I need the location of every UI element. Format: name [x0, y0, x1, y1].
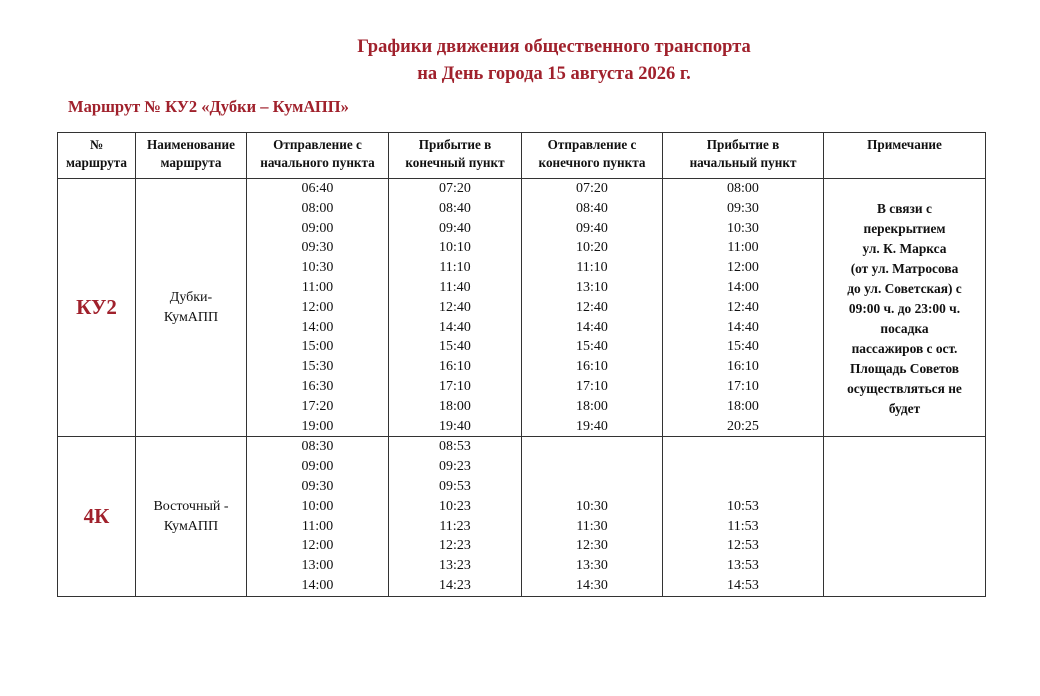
time-cell: 12:40 [727, 299, 759, 315]
time-cell: 10:00 [301, 498, 334, 514]
time-cell: 14:40 [439, 319, 471, 335]
time-cell: 14:00 [727, 279, 759, 295]
time-cell [522, 437, 662, 457]
times-arr-end [389, 437, 522, 596]
title-line-2: на День города 15 августа 2026 г. [417, 64, 691, 84]
time-cell: 13:30 [576, 558, 608, 574]
time-cell: 10:30 [727, 220, 759, 236]
time-cell: 08:30 [301, 439, 334, 455]
time-cell: 12:00 [301, 538, 334, 554]
time-cell [522, 457, 662, 477]
note-line: пассажиров с ост. [851, 341, 958, 356]
time-cell: 19:00 [301, 418, 334, 434]
time-cell: 11:00 [727, 240, 759, 256]
col-departure-end-header [522, 133, 663, 179]
time-cell: 12:40 [439, 299, 471, 315]
route-row [58, 179, 986, 437]
header-line: конечный пункт [405, 155, 505, 170]
time-cell: 10:20 [576, 240, 608, 256]
col-route-name-header [136, 133, 247, 179]
col-arrival-end-header [389, 133, 522, 179]
time-cell: 13:10 [576, 279, 608, 295]
note-cell [824, 437, 986, 596]
time-cell: 18:00 [727, 398, 759, 414]
time-cell: 13:00 [301, 558, 334, 574]
route-number: КУ2 [58, 179, 136, 437]
time-cell: 09:40 [439, 220, 471, 236]
route-name-line: КумАПП [163, 309, 219, 325]
time-cell: 17:20 [301, 398, 334, 414]
time-cell: 14:00 [301, 577, 334, 593]
time-cell: 16:30 [301, 378, 334, 394]
route-subtitle: Маршрут № КУ2 «Дубки – КумАПП» [68, 97, 349, 116]
time-cell: 08:40 [439, 200, 471, 216]
header-line: Прибытие в [418, 137, 492, 152]
times-arr-start [663, 179, 824, 437]
time-cell: 08:00 [727, 181, 759, 196]
col-departure-start-header [247, 133, 389, 179]
time-cell: 18:00 [439, 398, 471, 414]
time-cell: 09:30 [301, 478, 334, 494]
time-cell: 13:23 [439, 558, 471, 574]
time-cell: 11:10 [576, 260, 608, 276]
times-arr-end [389, 179, 522, 437]
time-cell: 12:53 [727, 538, 759, 554]
time-cell: 06:40 [301, 181, 334, 196]
time-cell: 10:23 [439, 498, 471, 514]
note-cell [824, 179, 986, 437]
time-cell: 20:25 [727, 418, 759, 434]
time-cell: 12:30 [576, 538, 608, 554]
time-cell: 16:10 [727, 359, 759, 375]
col-route-number-header [58, 133, 136, 179]
schedule-table [57, 132, 986, 597]
note-line: будет [888, 401, 921, 416]
time-cell: 11:10 [439, 260, 471, 276]
time-cell: 09:23 [439, 459, 471, 475]
time-cell: 14:53 [727, 577, 759, 593]
note-line: посадка [880, 321, 929, 336]
header-line: Отправление с [273, 137, 362, 152]
route-name [136, 179, 247, 437]
time-cell [663, 477, 823, 497]
route-row [58, 437, 986, 596]
route-name-line: Дубки- [169, 289, 213, 305]
time-cell: 10:53 [727, 498, 759, 514]
time-cell [663, 437, 823, 457]
time-cell: 09:30 [301, 240, 334, 256]
time-cell: 09:53 [439, 478, 471, 494]
time-cell: 10:10 [439, 240, 471, 256]
header-line: Примечание [867, 137, 942, 152]
time-cell: 19:40 [439, 418, 471, 434]
header-line: конечного пункта [538, 155, 646, 170]
note-line: до ул. Советская) с [847, 281, 962, 296]
time-cell: 18:00 [576, 398, 608, 414]
note-line: ул. К. Маркса [862, 241, 947, 256]
time-cell: 17:10 [576, 378, 608, 394]
times-dep-end [522, 437, 663, 596]
time-cell: 08:00 [301, 200, 334, 216]
time-cell: 19:40 [576, 418, 608, 434]
header-line: маршрута [160, 155, 222, 170]
time-cell: 11:00 [301, 518, 334, 534]
time-cell: 14:23 [439, 577, 471, 593]
time-cell: 12:00 [301, 299, 334, 315]
route-name-line: КумАПП [163, 518, 219, 534]
time-cell: 15:40 [727, 339, 759, 355]
header-line: начального пункта [260, 155, 375, 170]
time-cell: 14:40 [576, 319, 608, 335]
header-line: маршрута [66, 155, 127, 170]
route-name [136, 437, 247, 596]
time-cell: 10:30 [301, 260, 334, 276]
times-dep-start [247, 179, 389, 437]
time-cell: 07:20 [439, 181, 471, 196]
time-cell [522, 477, 662, 497]
header-line: № [89, 137, 104, 152]
time-cell: 17:10 [439, 378, 471, 394]
time-cell: 10:30 [576, 498, 608, 514]
time-cell: 12:40 [576, 299, 608, 315]
time-cell: 16:10 [439, 359, 471, 375]
note-line: перекрытием [863, 221, 946, 236]
time-cell: 09:30 [727, 200, 759, 216]
time-cell: 17:10 [727, 378, 759, 394]
times-dep-end [522, 179, 663, 437]
note-line: 09:00 ч. до 23:00 ч. [848, 301, 961, 316]
time-cell: 16:10 [576, 359, 608, 375]
time-cell: 15:00 [301, 339, 334, 355]
time-cell: 14:00 [301, 319, 334, 335]
title-line-1: Графики движения общественного транспорта [357, 37, 751, 57]
header-line: Прибытие в [706, 137, 780, 152]
note-line: В связи с [877, 201, 932, 216]
time-cell: 11:53 [727, 518, 759, 534]
header-line: начальный пункт [689, 155, 797, 170]
times-arr-start [663, 437, 824, 596]
time-cell: 14:40 [727, 319, 759, 335]
page-title [0, 34, 1040, 88]
header-row [58, 133, 986, 179]
header-line: Отправление с [547, 137, 637, 152]
col-arrival-start-header [663, 133, 824, 179]
note-line: осуществляться не [847, 381, 962, 396]
route-number: 4К [58, 437, 136, 596]
time-cell: 11:40 [439, 279, 471, 295]
time-cell: 11:30 [576, 518, 608, 534]
time-cell: 08:40 [576, 200, 608, 216]
time-cell: 11:23 [439, 518, 471, 534]
time-cell: 12:23 [439, 538, 471, 554]
col-note-header [824, 133, 986, 179]
time-cell: 12:00 [727, 260, 759, 276]
route-name-line: Восточный - [153, 498, 229, 514]
time-cell: 15:30 [301, 359, 334, 375]
time-cell: 09:40 [576, 220, 608, 236]
time-cell: 09:00 [301, 459, 334, 475]
note-line: Площадь Советов [849, 361, 960, 376]
time-cell [663, 457, 823, 477]
time-cell: 11:00 [301, 279, 334, 295]
time-cell: 15:40 [439, 339, 471, 355]
note-line: (от ул. Матросова [850, 261, 959, 276]
time-cell: 08:53 [439, 439, 471, 455]
time-cell: 07:20 [576, 181, 608, 196]
time-cell: 09:00 [301, 220, 334, 236]
times-dep-start [247, 437, 389, 596]
time-cell: 14:30 [576, 577, 608, 593]
time-cell: 13:53 [727, 558, 759, 574]
header-line: Наименование [147, 137, 235, 152]
time-cell: 15:40 [576, 339, 608, 355]
